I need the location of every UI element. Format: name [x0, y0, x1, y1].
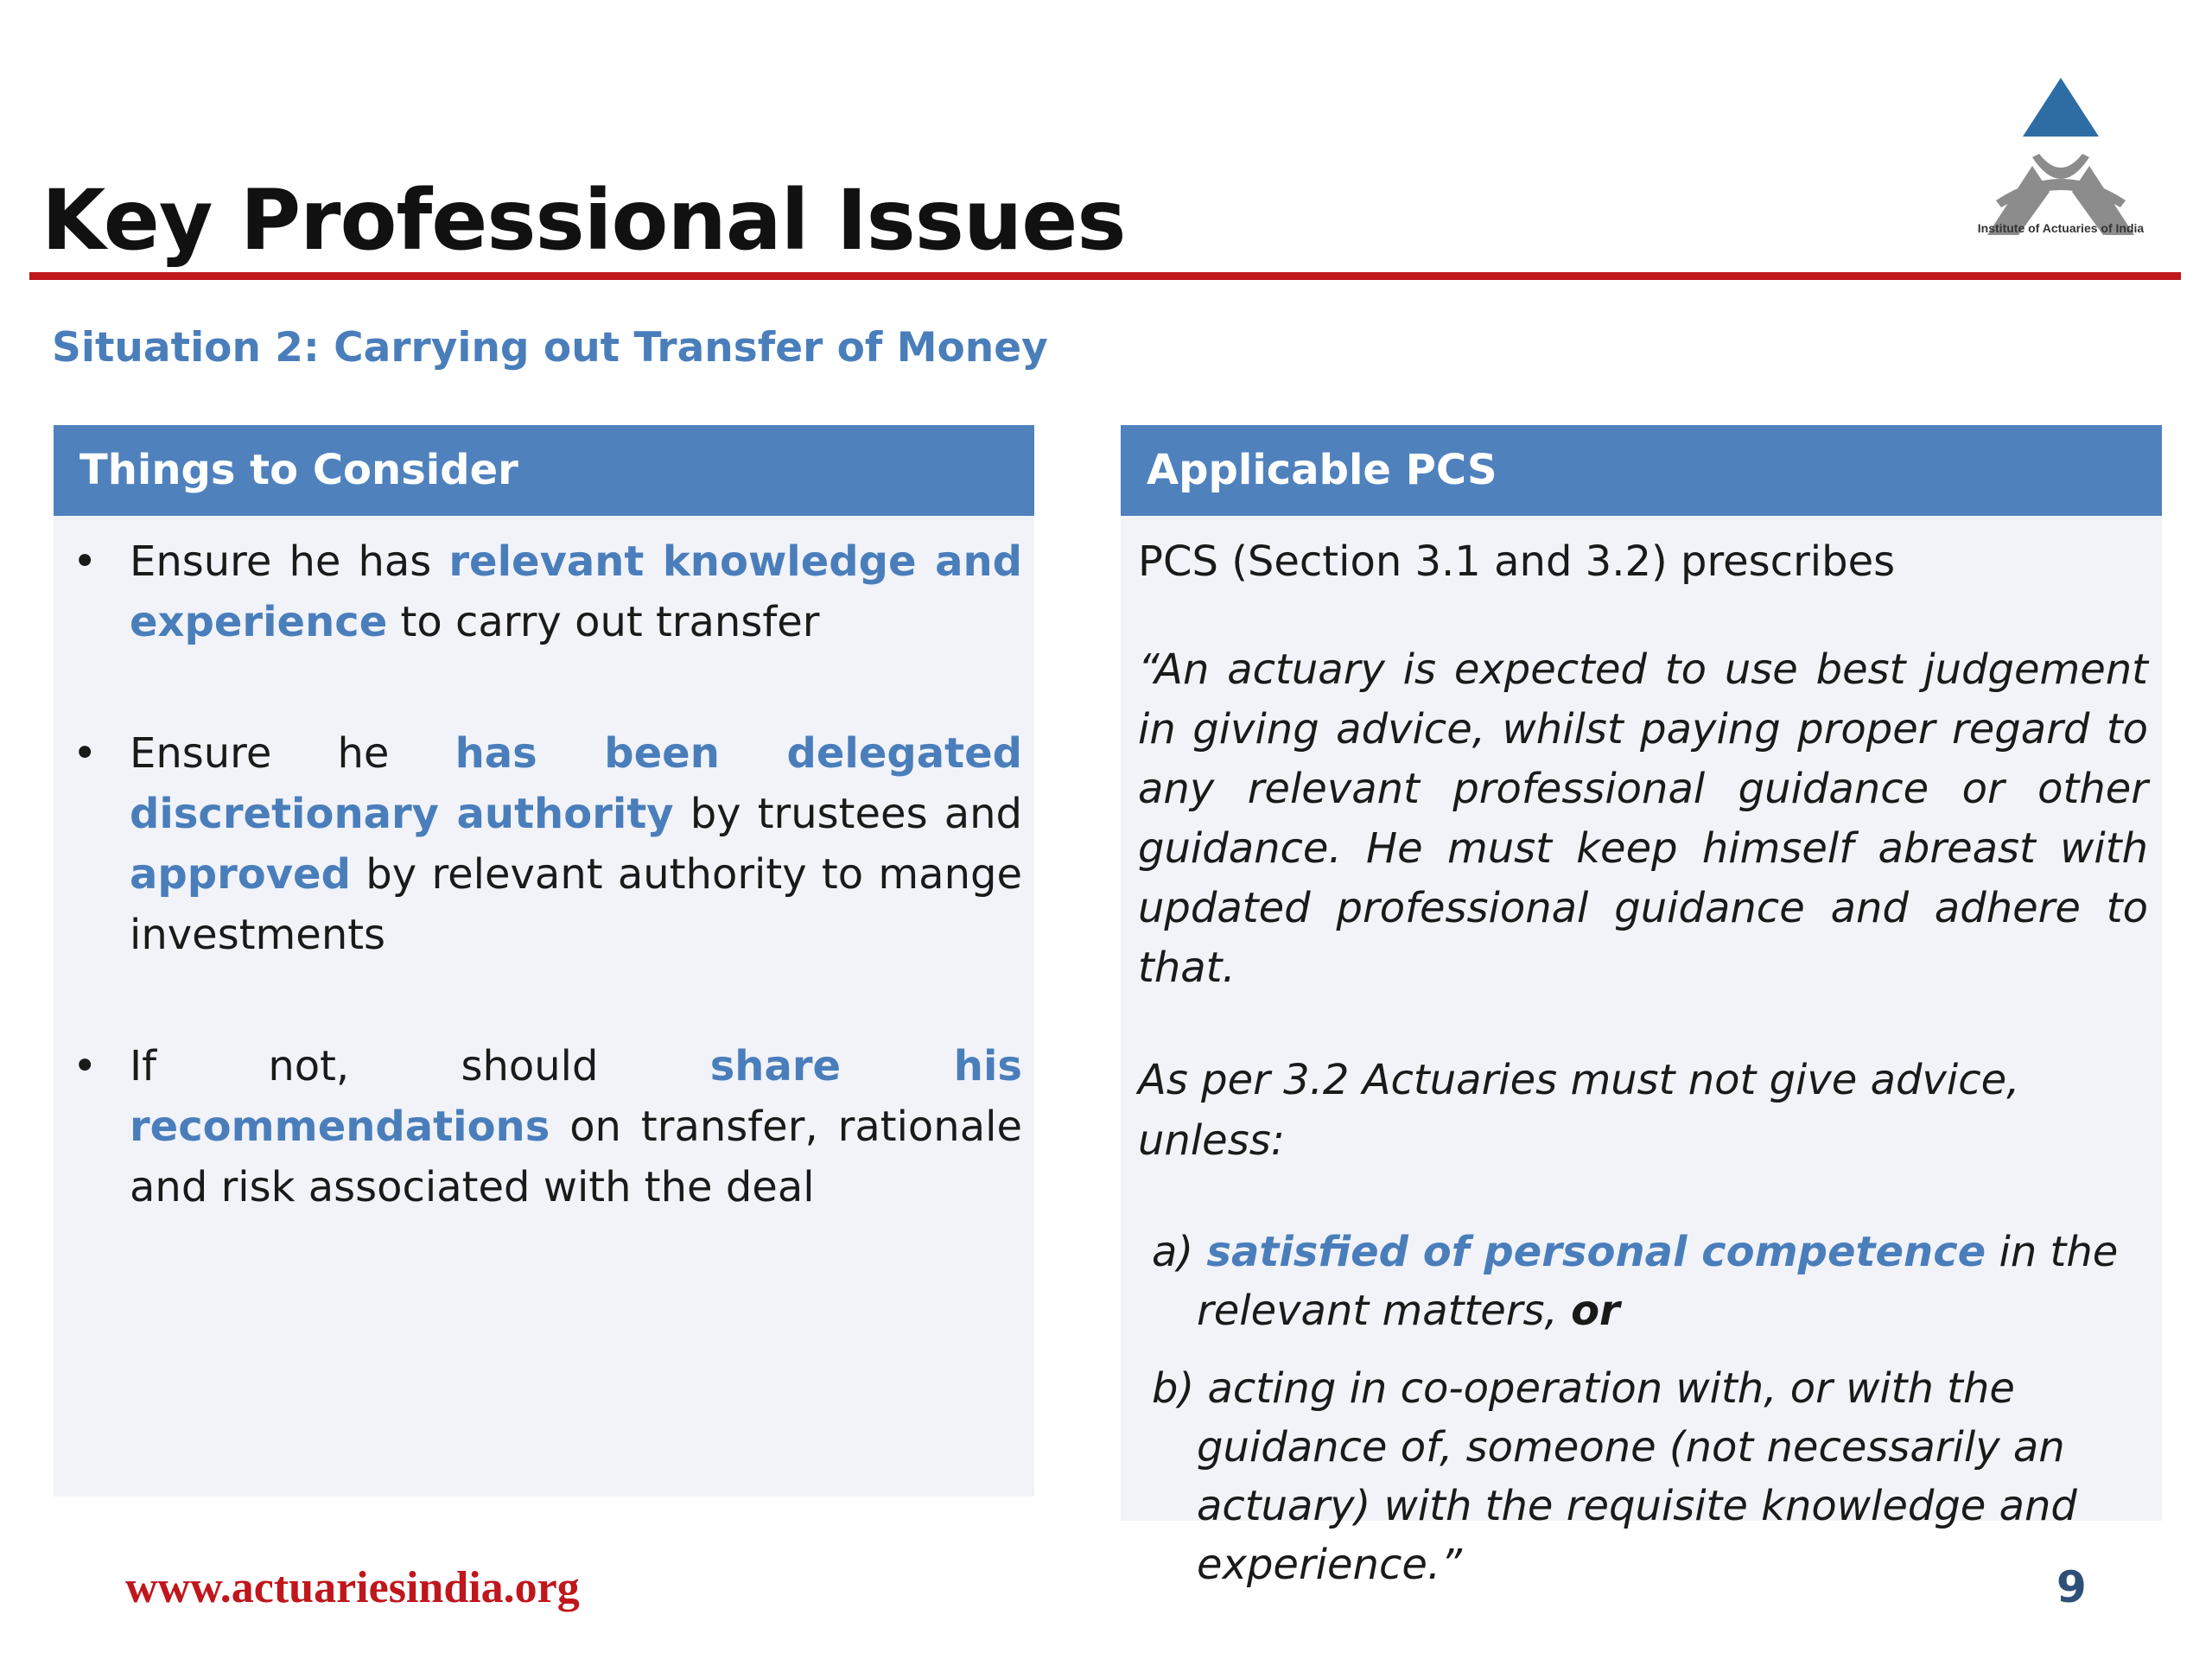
- bullet-highlight: share his recommendations: [130, 1042, 1023, 1151]
- bullet-text: to carry out transfer: [387, 598, 820, 646]
- bullet-dot: •: [73, 537, 98, 586]
- pcs-quote: “An actuary is expected to use best judgement in giving advice, whilst paying proper regard to any relevant professional guidance or other guidance. He must keep himself abreast with updated professional guidance and adhere to that.: [1138, 645, 2148, 992]
- institute-logo: [1936, 71, 2186, 244]
- bullet-text: Ensure he: [130, 729, 455, 778]
- bullet-highlight: relevant knowledge and experience: [130, 537, 1022, 646]
- consider-bullet-3: [54, 1036, 1022, 1217]
- pcs-item-a: [1152, 1223, 2148, 1340]
- things-to-consider-panel: [54, 425, 1034, 1497]
- applicable-pcs-panel: [1121, 425, 2162, 1589]
- applicable-pcs-heading: Applicable PCS: [1121, 425, 2162, 516]
- item-highlight: satisfied of personal competence: [1206, 1228, 1986, 1276]
- consider-bullet-1: [54, 531, 1022, 652]
- title-divider: [29, 272, 2181, 280]
- bullet-highlight: approved: [130, 850, 351, 899]
- bullet-dot: •: [73, 729, 98, 778]
- slide-title: Key Professional Issues: [41, 172, 1126, 269]
- page-number: 9: [2056, 1562, 2087, 1612]
- footer-website[interactable]: www.actuariesindia.org: [125, 1563, 580, 1612]
- pcs-as-per: As per 3.2 Actuaries must not give advice, unless:: [1138, 1056, 2020, 1165]
- bullet-text: by trustees and: [673, 790, 1023, 838]
- things-to-consider-heading: Things to Consider: [54, 425, 1034, 516]
- situation-subtitle: Situation 2: Carrying out Transfer of Money: [52, 324, 1048, 372]
- item-label: a): [1152, 1228, 1207, 1276]
- logo-caption: Institute of Actuaries of India: [1977, 221, 2145, 235]
- item-bold: or: [1571, 1287, 1620, 1335]
- pcs-item-b: b) acting in co-operation with, or with the guidance of, someone (not necessarily an actuary) with the requisite knowledge and experience.”: [1152, 1364, 2077, 1589]
- bullet-text: If not, should: [130, 1042, 710, 1090]
- item-text: in the relevant matters,: [1197, 1228, 2119, 1335]
- consider-bullet-2: [54, 723, 1022, 965]
- pcs-intro: PCS (Section 3.1 and 3.2) prescribes: [1138, 537, 1896, 586]
- bullet-text: on transfer, rationale and risk associated with the deal: [130, 1103, 1022, 1211]
- bullet-text: Ensure he has: [130, 537, 449, 586]
- bullet-dot: •: [73, 1042, 98, 1090]
- bullet-highlight: has been delegated discretionary authority: [130, 729, 1022, 838]
- bullet-text: by relevant authority to mange investments: [130, 850, 1022, 959]
